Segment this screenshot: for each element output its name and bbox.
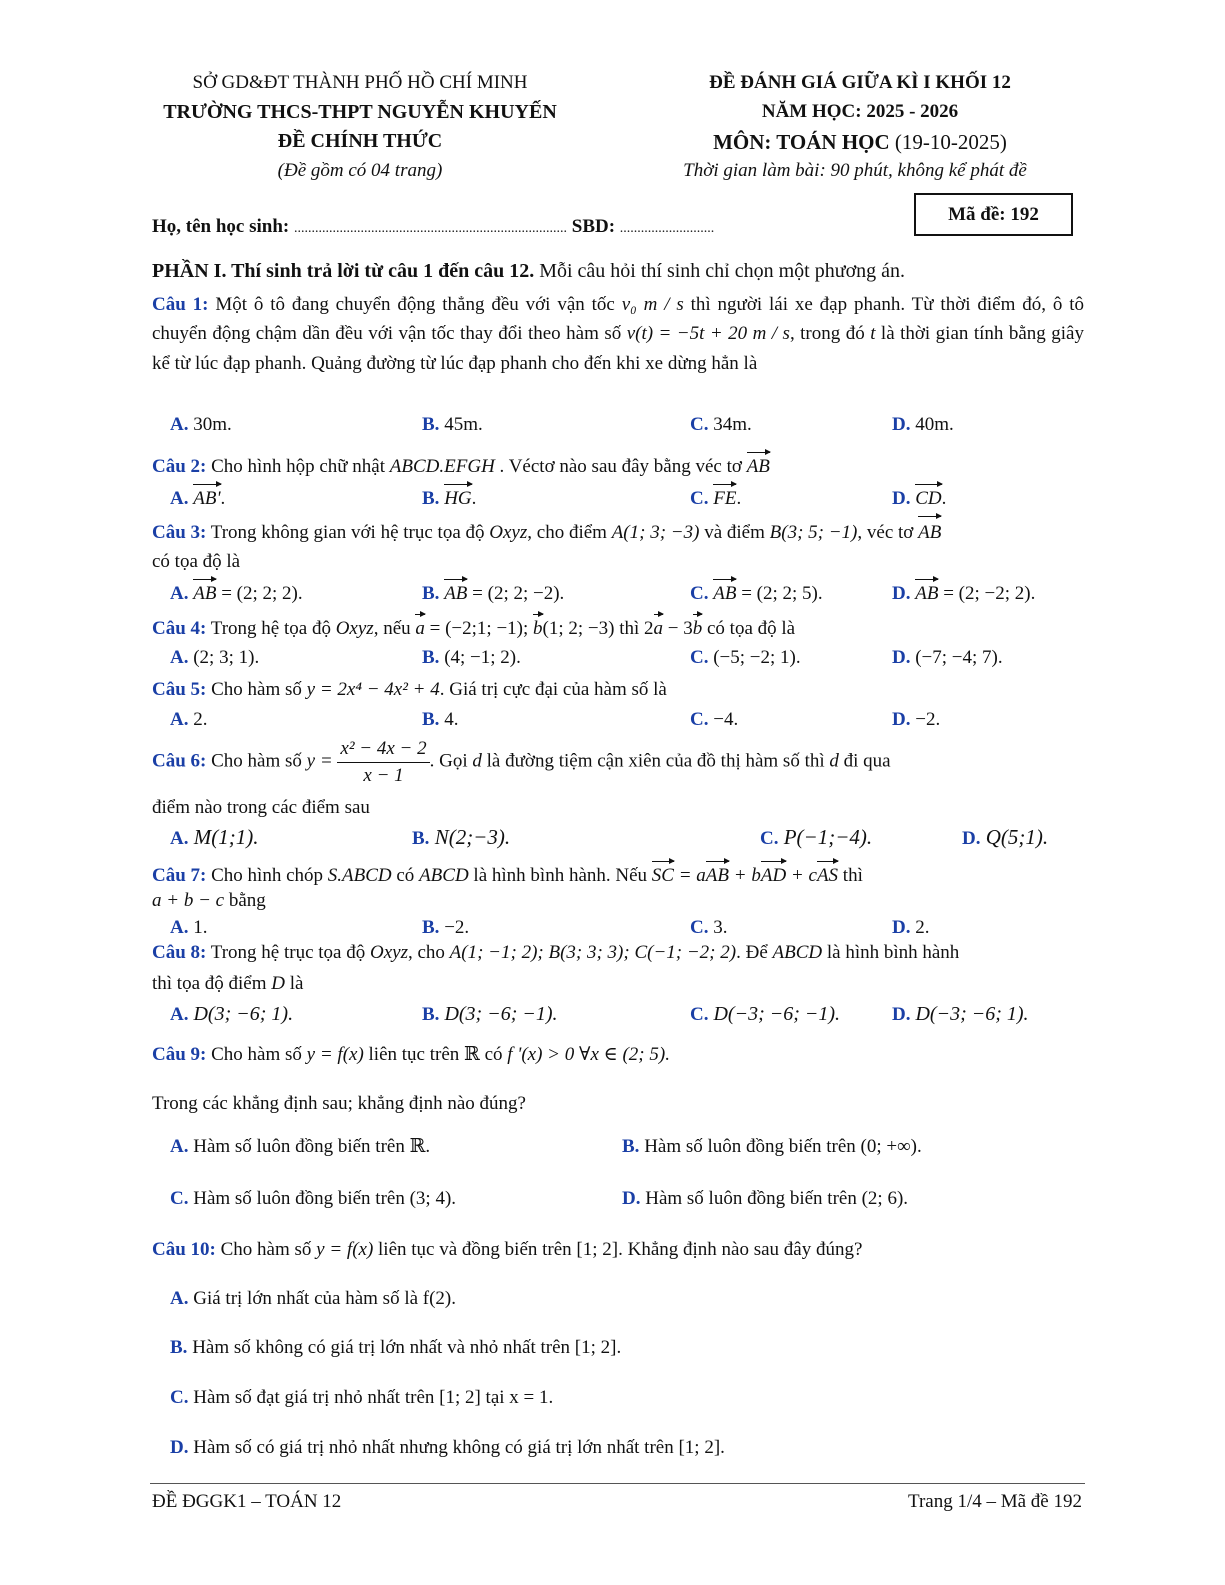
question-9	[152, 1042, 670, 1068]
question-6-cont: điểm nào trong các điểm sau	[152, 797, 370, 818]
vector-as: AS	[817, 860, 838, 888]
question-6	[152, 736, 891, 788]
question-label: Câu 1:	[152, 294, 209, 315]
option-a[interactable]	[170, 707, 207, 733]
option-letter: A.	[170, 487, 189, 509]
answer-row	[170, 412, 1080, 438]
option-letter: C.	[690, 647, 709, 668]
question-text: Trong hệ tọa độ	[206, 617, 336, 639]
option-c[interactable]	[690, 645, 801, 671]
option-text: = (2; 2; 2).	[221, 582, 303, 604]
option-text: Hàm số luôn đồng biến trên (0; +∞).	[644, 1136, 922, 1157]
exam-date: (19-10-2025)	[894, 130, 1007, 154]
option-text: D(3; −6; 1).	[193, 1003, 294, 1025]
vector-sc: SC	[652, 860, 674, 888]
option-text: 2.	[915, 917, 930, 938]
math-op: + b	[729, 864, 761, 886]
option-d[interactable]	[892, 578, 1035, 606]
option-text: 2.	[193, 709, 208, 730]
option-letter: B.	[422, 414, 440, 435]
fraction-numerator: x² − 4x − 2	[337, 736, 429, 763]
option-letter: B.	[422, 709, 440, 730]
question-text: là đường tiệm cận xiên của đồ thị hàm số thì	[481, 750, 830, 772]
option-letter: A.	[170, 1004, 189, 1025]
option-letter: D.	[170, 1437, 189, 1458]
question-text: . Gọi	[429, 750, 473, 772]
option-d[interactable]: D. CD.	[892, 483, 946, 511]
question-text: . Véctơ nào sau đây bằng véc tơ	[494, 455, 747, 477]
option-letter: A.	[170, 828, 189, 849]
option-vector: AB	[713, 578, 736, 606]
question-label: Câu 9:	[152, 1044, 207, 1065]
option-c[interactable]	[690, 915, 727, 941]
question-text: Cho hàm số	[215, 1239, 317, 1260]
vector-ad: AD	[761, 860, 786, 888]
option-text: M(1;1).	[193, 825, 259, 849]
option-vector: AB	[193, 578, 216, 606]
math-d: d	[829, 750, 839, 772]
question-text: . Để	[736, 942, 773, 963]
question-text: , véc tơ	[857, 521, 919, 543]
question-text: có tọa độ là	[152, 551, 241, 573]
option-letter: B.	[622, 1136, 640, 1157]
option-c[interactable]	[170, 1186, 456, 1212]
math-base: ABCD	[419, 864, 469, 886]
vector-ab: AB	[706, 860, 729, 888]
math-point-d: D	[271, 973, 285, 994]
exam-code: Mã đề: 192	[948, 203, 1039, 225]
question-label: Câu 10:	[152, 1239, 216, 1260]
option-c[interactable]: C. FE.	[690, 483, 741, 511]
question-4	[152, 613, 795, 641]
answer-row	[170, 915, 1080, 941]
option-letter: D.	[962, 828, 981, 849]
option-text: Hàm số luôn đồng biến trên ℝ.	[193, 1136, 431, 1157]
question-text: , cho	[407, 942, 450, 963]
math-coef: 2	[644, 617, 654, 639]
option-text: = (2; 2; 5).	[741, 582, 823, 604]
student-name-label: Họ, tên học sinh:	[152, 216, 290, 237]
option-letter: C.	[690, 487, 709, 509]
question-8-cont	[152, 971, 303, 997]
question-label: Câu 2:	[152, 455, 207, 477]
option-letter: A.	[170, 1288, 189, 1309]
section-title-rest: Mỗi câu hỏi thí sinh chỉ chọn một phương án.	[534, 260, 906, 282]
option-b[interactable]	[422, 578, 564, 606]
question-label: Câu 5:	[152, 679, 207, 700]
option-letter: A.	[170, 709, 189, 730]
answer-row	[170, 578, 1080, 604]
footer-left: ĐỀ ĐGGK1 – TOÁN 12	[152, 1491, 342, 1512]
option-a[interactable]	[170, 1134, 430, 1160]
option-letter: D.	[892, 487, 911, 509]
option-text: (−7; −4; 7).	[915, 647, 1003, 668]
option-letter: A.	[170, 582, 189, 604]
math-oxyz: Oxyz	[489, 521, 528, 543]
option-letter: C.	[690, 414, 709, 435]
answer-row	[170, 645, 1080, 671]
question-text: thì	[838, 864, 863, 886]
option-text: 40m.	[915, 414, 954, 435]
student-name-field[interactable]: ..............................................................................	[294, 221, 567, 236]
math-op: = a	[673, 864, 706, 886]
math-unit: m / s	[636, 294, 684, 315]
school-year: NĂM HỌC: 2025 - 2026	[761, 101, 959, 122]
subject-line	[640, 128, 1080, 156]
section-title	[152, 258, 905, 285]
question-7-cont	[152, 888, 266, 914]
option-d[interactable]	[892, 915, 929, 941]
option-letter: C.	[690, 917, 709, 938]
question-label: Câu 7:	[152, 864, 207, 886]
question-label: Câu 3:	[152, 521, 207, 543]
option-letter: A.	[170, 414, 189, 435]
option-text: 34m.	[713, 414, 752, 435]
option-b[interactable]	[412, 823, 510, 852]
math-t: t	[870, 323, 876, 345]
option-text: 3.	[713, 917, 728, 938]
question-text: đi qua	[838, 750, 891, 772]
option-c[interactable]	[760, 823, 872, 852]
option-letter: C.	[690, 1004, 709, 1025]
math-vector-b-value: (1; 2; −3)	[542, 617, 615, 639]
answer-row	[170, 707, 1080, 733]
footer-divider	[150, 1483, 1085, 1484]
option-text: Hàm số luôn đồng biến trên (2; 6).	[645, 1188, 909, 1209]
question-text: Cho hàm số	[206, 679, 307, 700]
math-oxyz: Oxyz	[335, 617, 374, 639]
option-text: 30m.	[193, 414, 232, 435]
math-point-b: B(3; 5; −1)	[769, 521, 858, 543]
math-v0: v₀	[621, 294, 637, 315]
question-text: bằng	[224, 890, 266, 911]
option-letter: D.	[622, 1188, 641, 1209]
question-text: liên tục và đồng biến trên [1; 2]. Khẳng định nào sau đây đúng?	[373, 1239, 863, 1260]
option-letter: A.	[170, 917, 189, 938]
question-label: Câu 6:	[152, 750, 207, 772]
page-count-note: (Đề gồm có 04 trang)	[277, 160, 443, 181]
question-text: , nếu	[373, 617, 416, 639]
option-text: = (2; 2; −2).	[472, 582, 565, 604]
student-name-line	[152, 214, 714, 240]
option-a[interactable]	[170, 578, 303, 606]
math-oxyz: Oxyz	[369, 942, 408, 963]
vector-b: b	[533, 613, 543, 641]
option-letter: D.	[892, 917, 911, 938]
math-function: y = 2x⁴ − 4x² + 4	[306, 679, 440, 700]
question-text: thì	[614, 617, 645, 639]
question-text: liên tục trên ℝ có	[363, 1044, 508, 1065]
school-department: SỞ GD&ĐT THÀNH PHỐ HỒ CHÍ MINH	[192, 72, 528, 93]
option-b[interactable]: B. HG.	[422, 483, 476, 511]
option-letter: C.	[170, 1188, 189, 1209]
option-d[interactable]	[892, 707, 940, 733]
subject-name: MÔN: TOÁN HỌC	[713, 130, 890, 154]
question-9-prompt: Trong các khẳng định sau; khẳng định nào đúng?	[152, 1093, 526, 1114]
option-letter: D.	[892, 582, 911, 604]
question-2	[152, 451, 770, 479]
option-letter: D.	[892, 414, 911, 435]
option-letter: C.	[760, 828, 779, 849]
exam-code-box	[914, 193, 1073, 236]
option-b[interactable]	[422, 1001, 558, 1028]
option-letter: B.	[422, 917, 440, 938]
option-b[interactable]	[422, 915, 469, 941]
math-function: v(t) = −5t + 20 m / s	[626, 323, 790, 345]
option-d[interactable]	[170, 1435, 725, 1461]
question-text: Cho hàm số	[206, 750, 307, 772]
exam-title: ĐỀ ĐÁNH GIÁ GIỮA KÌ I KHỐI 12	[709, 72, 1011, 93]
vector-ab: AB	[747, 451, 770, 479]
question-7	[152, 860, 863, 888]
sbd-field[interactable]: ...........................	[619, 221, 715, 236]
option-text: (2; 3; 1).	[193, 647, 260, 668]
math-y: y =	[306, 750, 333, 772]
option-text: Hàm số đạt giá trị nhỏ nhất trên [1; 2] tại x = 1.	[193, 1387, 554, 1408]
question-text: có tọa độ là	[702, 617, 796, 639]
option-d[interactable]	[892, 1001, 1029, 1028]
option-d[interactable]	[892, 645, 1003, 671]
option-letter: B.	[422, 487, 440, 509]
math-function: y = f(x)	[316, 1239, 374, 1260]
math-point-a: A(1; 3; −3)	[611, 521, 700, 543]
option-a[interactable]	[170, 645, 259, 671]
question-text: có	[391, 864, 420, 886]
option-vector: HG	[444, 483, 471, 511]
question-text: là thời gian tính bằng giây kể từ lúc đạp phanh. Quảng đường từ lúc đạp phanh cho đến khi xe dừng hẳn là	[152, 323, 1084, 374]
math-expression: a + b − c	[152, 890, 225, 911]
option-letter: B.	[422, 582, 440, 604]
question-text: Trong hệ trục tọa độ	[206, 942, 370, 963]
option-vector: AB'	[193, 483, 220, 511]
option-text: (4; −1; 2).	[444, 647, 521, 668]
school-name: TRƯỜNG THCS-THPT NGUYỄN KHUYẾN	[163, 101, 557, 123]
option-text: D(3; −6; −1).	[444, 1003, 558, 1025]
option-c[interactable]	[690, 707, 738, 733]
option-text: N(2;−3).	[434, 825, 511, 849]
question-3	[152, 515, 1084, 577]
question-text: Cho hình hộp chữ nhật	[206, 455, 390, 477]
option-letter: B.	[422, 1004, 440, 1025]
option-text: Hàm số luôn đồng biến trên (3; 4).	[193, 1188, 457, 1209]
math-pyramid: S.ABCD	[327, 864, 392, 886]
option-b[interactable]	[170, 1335, 621, 1361]
option-text: Q(5;1).	[985, 825, 1049, 849]
option-letter: A.	[170, 647, 189, 668]
question-text: , cho điểm	[527, 521, 612, 543]
math-condition: f '(x) > 0 ∀x ∈ (2; 5).	[507, 1044, 670, 1065]
option-letter: C.	[690, 582, 709, 604]
option-text: 1.	[193, 917, 208, 938]
question-text: và điểm	[699, 521, 770, 543]
option-text: D(−3; −6; −1).	[713, 1003, 841, 1025]
option-a[interactable]	[170, 823, 258, 852]
question-text: là hình bình hành	[822, 942, 960, 963]
option-vector: AB	[915, 578, 938, 606]
option-text: −4.	[713, 709, 739, 730]
math-abcd: ABCD	[772, 942, 823, 963]
math-points: A(1; −1; 2); B(3; 3; 3); C(−1; −2; 2)	[449, 942, 737, 963]
question-1	[152, 290, 1084, 378]
option-b[interactable]	[422, 412, 483, 438]
option-text: 45m.	[444, 414, 483, 435]
option-vector: CD	[915, 483, 941, 511]
option-c[interactable]	[690, 1001, 840, 1028]
option-letter: B.	[412, 828, 430, 849]
math-box-name: ABCD.EFGH	[389, 455, 495, 477]
answer-row	[170, 1001, 1080, 1027]
option-text: Hàm số không có giá trị lớn nhất và nhỏ nhất trên [1; 2].	[192, 1337, 622, 1358]
option-d[interactable]	[962, 823, 1048, 852]
footer-right: Trang 1/4 – Mã đề 192	[908, 1491, 1082, 1512]
option-text: −2.	[444, 917, 470, 938]
option-d[interactable]	[892, 412, 954, 438]
math-d: d	[472, 750, 482, 772]
option-letter: D.	[892, 1004, 911, 1025]
option-text: Hàm số có giá trị nhỏ nhất nhưng không có giá trị lớn nhất trên [1; 2].	[193, 1437, 725, 1458]
option-a[interactable]: A. AB'.	[170, 483, 225, 511]
option-a[interactable]	[170, 412, 232, 438]
option-b[interactable]	[622, 1134, 922, 1160]
question-text: Một ô tô đang chuyển động thẳng đều với vận tốc	[208, 294, 622, 315]
question-text: thì người lái xe đạp phanh. Từ thời điểm đó, ô tô chuyển động chậm dần đều với vận tốc thay đổi theo hàm số	[152, 294, 1084, 345]
question-text: . Giá trị cực đại của hàm số là	[439, 679, 667, 700]
option-a[interactable]	[170, 1001, 293, 1028]
option-b[interactable]	[422, 707, 458, 733]
option-text: D(−3; −6; 1).	[915, 1003, 1029, 1025]
option-c[interactable]	[170, 1385, 553, 1411]
fraction-denominator: x − 1	[363, 764, 404, 786]
answer-row	[170, 823, 1080, 849]
option-text: P(−1;−4).	[783, 825, 873, 849]
answer-row	[170, 483, 1080, 509]
option-letter: B.	[170, 1337, 188, 1358]
option-vector: AB	[444, 578, 467, 606]
option-a[interactable]	[170, 1286, 456, 1312]
fraction	[337, 736, 429, 788]
question-text: Trong không gian với hệ trục tọa độ	[206, 521, 490, 543]
vector-b: b	[693, 613, 703, 641]
question-text: Cho hàm số	[206, 1044, 307, 1065]
vector-ab: AB	[918, 515, 941, 547]
math-coef: − 3	[663, 617, 693, 639]
option-letter: D.	[892, 709, 911, 730]
question-label: Câu 4:	[152, 617, 207, 639]
option-text: −2.	[915, 709, 941, 730]
option-letter: A.	[170, 1136, 189, 1157]
option-text: 4.	[444, 709, 459, 730]
vector-a: a	[415, 613, 425, 641]
option-a[interactable]	[170, 915, 207, 941]
math-op: + c	[786, 864, 817, 886]
option-vector: FE	[713, 483, 736, 511]
time-limit: Thời gian làm bài: 90 phút, không kể phát đề	[683, 160, 1027, 181]
section-title-bold: PHẦN I. Thí sinh trả lời từ câu 1 đến câu 12.	[152, 260, 535, 282]
question-label: Câu 8:	[152, 942, 207, 963]
question-text: là	[285, 973, 304, 994]
math-function: y = f(x)	[306, 1044, 364, 1065]
option-text: Giá trị lớn nhất của hàm số là f(2).	[193, 1288, 457, 1309]
option-letter: C.	[170, 1387, 189, 1408]
question-text: thì tọa độ điểm	[152, 973, 272, 994]
question-text: Cho hình chóp	[206, 864, 328, 886]
option-c[interactable]	[690, 412, 752, 438]
option-d[interactable]	[622, 1186, 908, 1212]
option-b[interactable]	[422, 645, 521, 671]
question-10	[152, 1237, 862, 1263]
question-text: là hình bình hành. Nếu	[468, 864, 652, 886]
vector-a: a	[654, 613, 664, 641]
sbd-label: SBD:	[571, 216, 616, 237]
option-c[interactable]	[690, 578, 823, 606]
question-5	[152, 677, 667, 703]
option-letter: D.	[892, 647, 911, 668]
official-exam-label: ĐỀ CHÍNH THỨC	[277, 130, 443, 152]
option-text: = (2; −2; 2).	[943, 582, 1036, 604]
question-8	[152, 940, 959, 966]
option-letter: C.	[690, 709, 709, 730]
option-letter: B.	[422, 647, 440, 668]
math-vector-a-value: = (−2;1; −1);	[429, 617, 534, 639]
option-text: (−5; −2; 1).	[713, 647, 801, 668]
question-text: , trong đó	[789, 323, 871, 345]
